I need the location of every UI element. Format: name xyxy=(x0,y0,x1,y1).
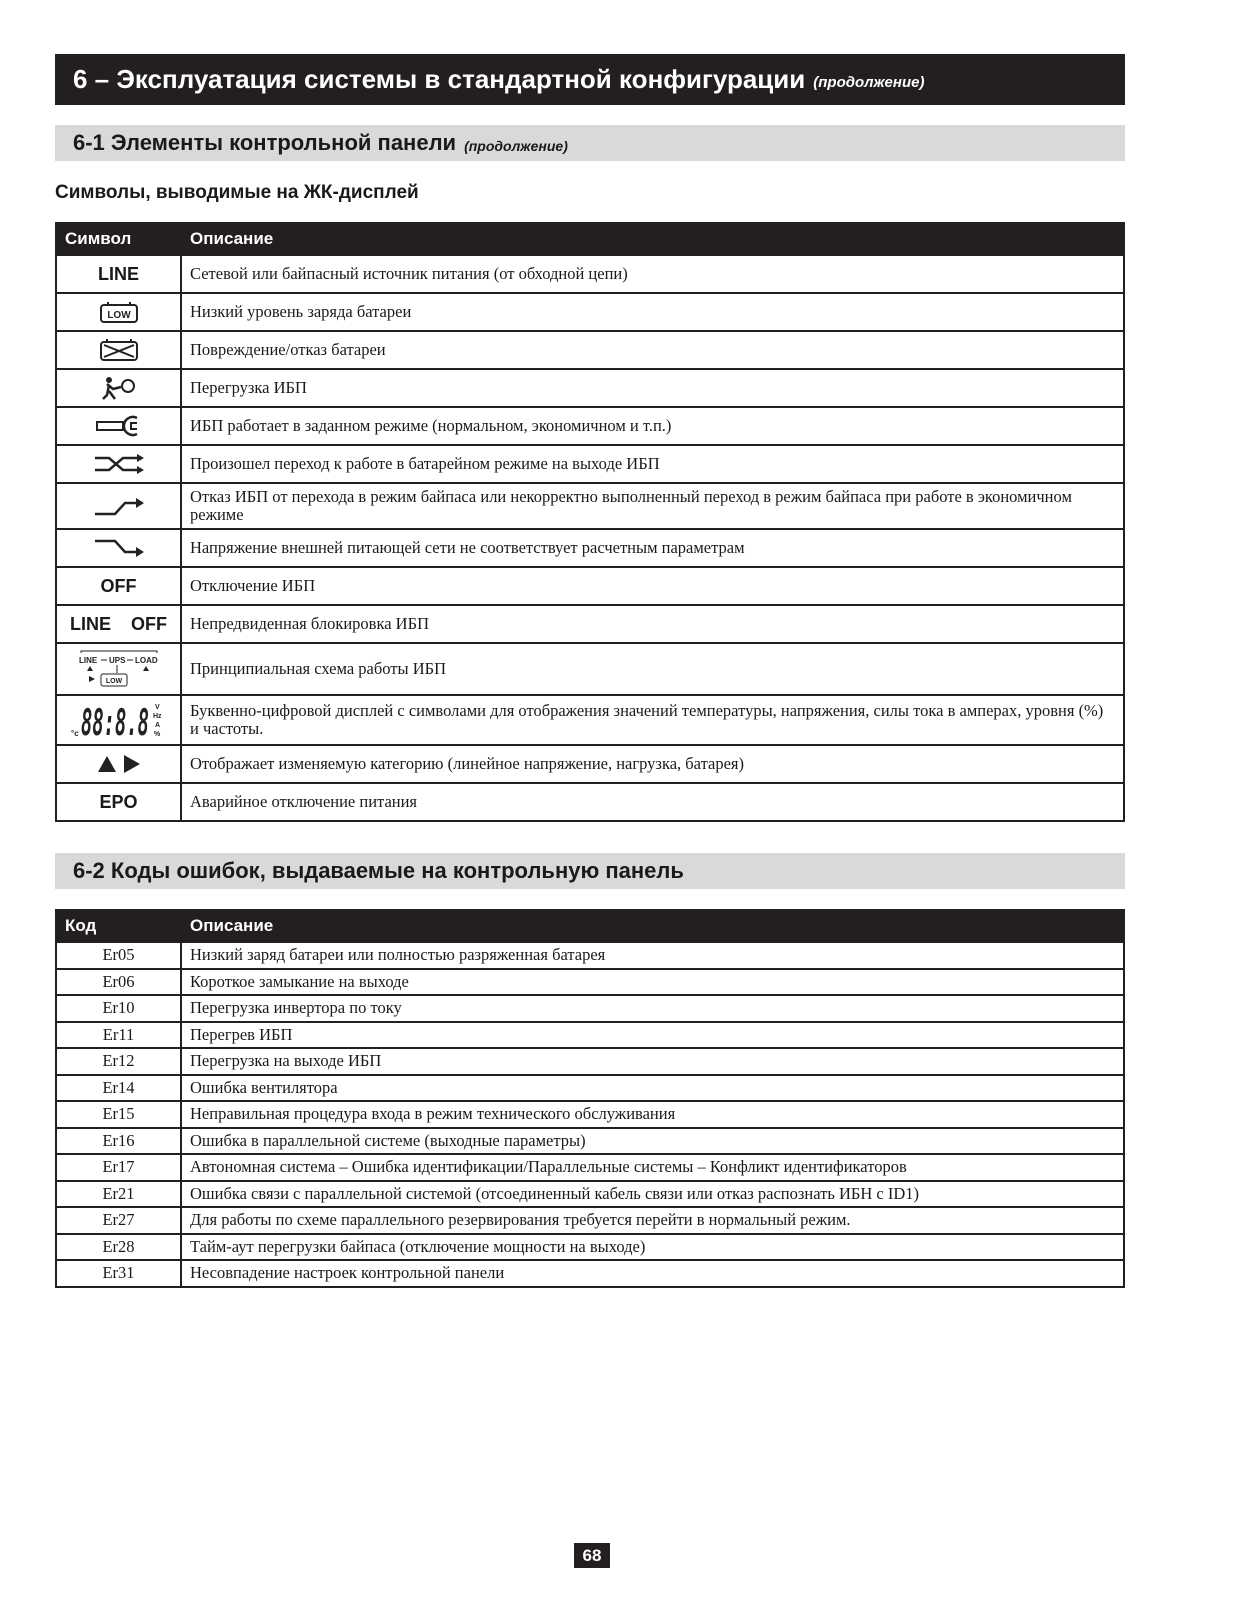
table-row xyxy=(56,1234,1124,1261)
row-description: Принципиальная схема работы ИБП xyxy=(181,643,1124,695)
table-row xyxy=(56,995,1124,1022)
column-header-description: Описание xyxy=(181,910,1124,942)
table-row xyxy=(56,745,1124,783)
row-description: Произошел переход к работе в батарейном режиме на выходе ИБП xyxy=(181,445,1124,483)
row-description: Напряжение внешней питающей сети не соответствует расчетным параметрам xyxy=(181,529,1124,567)
row-description: Отказ ИБП от перехода в режим байпаса или некорректно выполненный переход в режим байпаса при работе в экономичном режиме xyxy=(181,483,1124,529)
error-description: Для работы по схеме параллельного резервирования требуется перейти в нормальный режим. xyxy=(181,1207,1124,1234)
symbol-off-text: OFF xyxy=(56,567,181,605)
row-description: Аварийное отключение питания xyxy=(181,783,1124,821)
table-row xyxy=(56,643,1124,695)
section-title: 6-2 Коды ошибок, выдаваемые на контрольную панель xyxy=(73,858,684,883)
table-row xyxy=(56,1101,1124,1128)
column-header-symbol: Символ xyxy=(56,223,181,255)
table-row xyxy=(56,407,1124,445)
error-code: Er05 xyxy=(56,942,181,969)
segment-digits: 88:8.8 xyxy=(80,703,149,740)
flow-diagram-icon xyxy=(77,649,161,689)
transfer-arrows-icon xyxy=(93,453,145,475)
table-row xyxy=(56,445,1124,483)
error-code: Er21 xyxy=(56,1181,181,1208)
flow-label-load: LOAD xyxy=(134,656,158,665)
error-code: Er28 xyxy=(56,1234,181,1261)
error-code: Er14 xyxy=(56,1075,181,1102)
battery-low-label: LOW xyxy=(106,310,131,321)
segment-unit-hz: Hz xyxy=(152,713,162,720)
table-row xyxy=(56,1075,1124,1102)
table-row xyxy=(56,605,1124,643)
chapter-header xyxy=(55,54,1125,105)
segment-unit-volt: V xyxy=(154,704,160,711)
segment-unit-amp: A xyxy=(154,722,160,729)
table-row xyxy=(56,942,1124,969)
symbol-epo-text: EPO xyxy=(56,783,181,821)
table-row xyxy=(56,293,1124,331)
error-code: Er11 xyxy=(56,1022,181,1049)
flow-label-low: LOW xyxy=(105,678,122,685)
error-code: Er15 xyxy=(56,1101,181,1128)
table-row xyxy=(56,567,1124,605)
error-description: Короткое замыкание на выходе xyxy=(181,969,1124,996)
bypass-down-arrow-icon xyxy=(93,537,145,559)
up-right-triangles-icon xyxy=(96,753,142,775)
flow-label-line: LINE xyxy=(78,656,97,665)
error-description: Ошибка связи с параллельной системой (отсоединенный кабель связи или отказ распознать ИБН с ID1) xyxy=(181,1181,1124,1208)
segment-unit-celsius: °c xyxy=(70,729,79,738)
table-row xyxy=(56,783,1124,821)
error-description: Перегрузка на выходе ИБП xyxy=(181,1048,1124,1075)
table-row xyxy=(56,1022,1124,1049)
table-row xyxy=(56,1154,1124,1181)
symbol-line-text: LINE xyxy=(56,255,181,293)
error-description: Ошибка в параллельной системе (выходные параметры) xyxy=(181,1128,1124,1155)
table-row xyxy=(56,1048,1124,1075)
error-codes-table xyxy=(55,909,1125,1288)
row-description: Повреждение/отказ батареи xyxy=(181,331,1124,369)
symbol-line-off-text: LINE OFF xyxy=(56,605,181,643)
battery-low-icon xyxy=(99,300,139,324)
flow-label-ups: UPS xyxy=(108,656,125,665)
table-row xyxy=(56,1128,1124,1155)
table-row xyxy=(56,483,1124,529)
symbols-subheading: Символы, выводимые на ЖК-дисплей xyxy=(55,182,419,203)
column-header-description: Описание xyxy=(181,223,1124,255)
row-description: Низкий уровень заряда батареи xyxy=(181,293,1124,331)
column-header-code: Код xyxy=(56,910,181,942)
battery-fault-icon xyxy=(98,337,140,363)
row-description: Непредвиденная блокировка ИБП xyxy=(181,605,1124,643)
table-row xyxy=(56,529,1124,567)
section-header-6-1 xyxy=(55,125,1125,161)
row-description: Буквенно-цифровой дисплей с символами для отображения значений температуры, напряжения, силы тока в амперах, уровня (%) и частоты. xyxy=(181,695,1124,745)
error-code: Er06 xyxy=(56,969,181,996)
table-row xyxy=(56,1260,1124,1287)
error-description: Низкий заряд батареи или полностью разряженная батарея xyxy=(181,942,1124,969)
error-code: Er12 xyxy=(56,1048,181,1075)
table-row xyxy=(56,369,1124,407)
overload-icon xyxy=(101,375,137,401)
table-row xyxy=(56,1181,1124,1208)
table-row xyxy=(56,695,1124,745)
seven-segment-icon xyxy=(69,700,169,740)
row-description: ИБП работает в заданном режиме (нормальном, экономичном и т.п.) xyxy=(181,407,1124,445)
error-description: Перегрев ИБП xyxy=(181,1022,1124,1049)
section-title: 6-1 Элементы контрольной панели xyxy=(73,130,457,155)
error-code: Er17 xyxy=(56,1154,181,1181)
chapter-subtitle: (продолжение) xyxy=(813,74,925,91)
symbols-table xyxy=(55,222,1125,822)
bypass-up-arrow-icon xyxy=(93,495,145,517)
section-subtitle: (продолжение) xyxy=(464,137,568,154)
error-code: Er31 xyxy=(56,1260,181,1287)
error-description: Автономная система – Ошибка идентификации/Параллельные системы – Конфликт идентификаторов xyxy=(181,1154,1124,1181)
error-code: Er16 xyxy=(56,1128,181,1155)
row-description: Сетевой или байпасный источник питания (от обходной цепи) xyxy=(181,255,1124,293)
error-code: Er27 xyxy=(56,1207,181,1234)
table-row xyxy=(56,969,1124,996)
error-description: Тайм-аут перегрузки байпаса (отключение мощности на выходе) xyxy=(181,1234,1124,1261)
error-description: Несовпадение настроек контрольной панели xyxy=(181,1260,1124,1287)
error-description: Неправильная процедура входа в режим технического обслуживания xyxy=(181,1101,1124,1128)
page-number: 68 xyxy=(574,1543,610,1568)
row-description: Отключение ИБП xyxy=(181,567,1124,605)
chapter-title: 6 – Эксплуатация системы в стандартной конфигурации xyxy=(73,64,806,94)
table-row xyxy=(56,255,1124,293)
error-code: Er10 xyxy=(56,995,181,1022)
error-description: Ошибка вентилятора xyxy=(181,1075,1124,1102)
row-description: Отображает изменяемую категорию (линейное напряжение, нагрузка, батарея) xyxy=(181,745,1124,783)
section-header-6-2 xyxy=(55,853,1125,889)
segment-unit-percent: % xyxy=(153,731,160,738)
error-description: Перегрузка инвертора по току xyxy=(181,995,1124,1022)
table-row xyxy=(56,331,1124,369)
table-row xyxy=(56,1207,1124,1234)
row-description: Перегрузка ИБП xyxy=(181,369,1124,407)
wrench-icon xyxy=(95,414,143,438)
